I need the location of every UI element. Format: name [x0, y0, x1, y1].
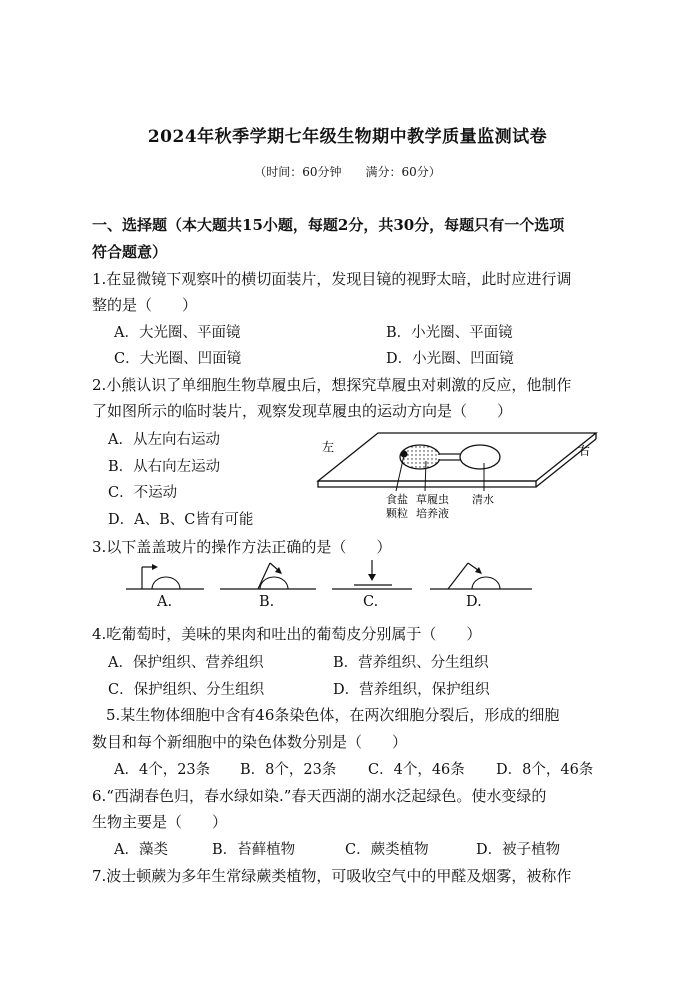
section-heading: 一、选择题（本大题共15小题，每题2分，共30分，每题只有一个选项	[92, 216, 565, 234]
option-d[interactable]: D．小光圈、凹面镜	[386, 351, 514, 367]
label-culture-2: 培养液	[416, 507, 449, 520]
question-text: 5.某生物体细胞中含有46条染色体，在两次细胞分裂后，形成的细胞	[106, 706, 560, 724]
question-text: 4.吃葡萄时，美味的果肉和吐出的葡萄皮分别属于（ ）	[92, 625, 482, 643]
page-subtitle: （时间：60分钟 满分：60分）	[254, 165, 441, 179]
question-text-cont: 了如图所示的临时装片，观察发现草履虫的运动方向是（ ）	[92, 402, 513, 420]
option-a[interactable]: A．从左向右运动	[108, 432, 220, 448]
question-text: 7.波士顿蕨为多年生常绿蕨类植物，可吸收空气中的甲醛及烟雾，被称作	[92, 867, 572, 885]
option-a[interactable]: A.	[157, 594, 173, 610]
option-c[interactable]: C．大光圈、凹面镜	[114, 351, 242, 367]
label-salt-2: 颗粒	[386, 507, 408, 520]
figure-c	[332, 560, 412, 589]
label-water: 清水	[472, 493, 494, 506]
option-d[interactable]: D．A、B、C皆有可能	[108, 512, 254, 528]
option-a[interactable]: A．大光圈、平面镜	[114, 325, 241, 341]
section-heading-cont: 符合题意）	[92, 243, 168, 261]
option-c[interactable]: C．不运动	[108, 485, 178, 501]
page-title: 2024年秋季学期七年级生物期中教学质量监测试卷	[147, 127, 548, 147]
option-a[interactable]: A．4个，23条	[114, 762, 211, 778]
label-right: 右	[578, 444, 591, 458]
question-text: 2.小熊认识了单细胞生物草履虫后，想探究草履虫对刺激的反应，他制作	[92, 376, 572, 394]
option-b[interactable]: B．营养组织、分生组织	[333, 655, 489, 671]
question-text: 3.以下盖盖玻片的操作方法正确的是（ ）	[92, 538, 392, 556]
option-b[interactable]: B.	[259, 594, 275, 610]
figure-d	[430, 563, 532, 589]
culture-drop	[400, 445, 440, 469]
question-text-cont: 数目和每个新细胞中的染色体数分别是（ ）	[92, 733, 408, 751]
option-a[interactable]: A．藻类	[114, 842, 168, 858]
question-text-cont: 生物主要是（ ）	[92, 813, 228, 831]
water-drop	[460, 445, 500, 469]
glass-slide-edge	[318, 481, 536, 487]
coverslip-figures	[120, 558, 540, 594]
question-text-cont: 整的是（ ）	[92, 296, 198, 314]
option-a[interactable]: A．保护组织、营养组织	[108, 655, 264, 671]
label-left: 左	[322, 440, 335, 454]
option-b[interactable]: B．从右向左运动	[108, 459, 221, 475]
connecting-channel	[439, 454, 461, 460]
question-text: 6.“西湖春色归，春水绿如染.”春天西湖的湖水泛起绿色。使水变绿的	[92, 787, 547, 805]
option-c[interactable]: C.	[363, 594, 379, 610]
option-c[interactable]: C．蕨类植物	[345, 842, 429, 858]
option-d[interactable]: D．8个，46条	[496, 762, 594, 778]
figure-b	[220, 563, 316, 589]
option-c[interactable]: C．4个，46条	[368, 762, 465, 778]
option-d[interactable]: D.	[466, 594, 482, 610]
option-b[interactable]: B．小光圈、平面镜	[386, 325, 513, 341]
option-c[interactable]: C．保护组织、分生组织	[108, 682, 265, 698]
option-b[interactable]: B．8个，23条	[240, 762, 337, 778]
option-d[interactable]: D．被子植物	[476, 842, 561, 858]
figure-a	[126, 564, 204, 589]
option-b[interactable]: B．苔藓植物	[212, 842, 296, 858]
question-text: 1.在显微镜下观察叶的横切面装片，发现目镜的视野太暗，此时应进行调	[92, 270, 572, 288]
label-culture: 草履虫	[416, 493, 449, 506]
slide-diagram	[310, 425, 610, 525]
label-salt: 食盐	[386, 493, 408, 506]
option-d[interactable]: D．营养组织，保护组织	[333, 682, 490, 698]
